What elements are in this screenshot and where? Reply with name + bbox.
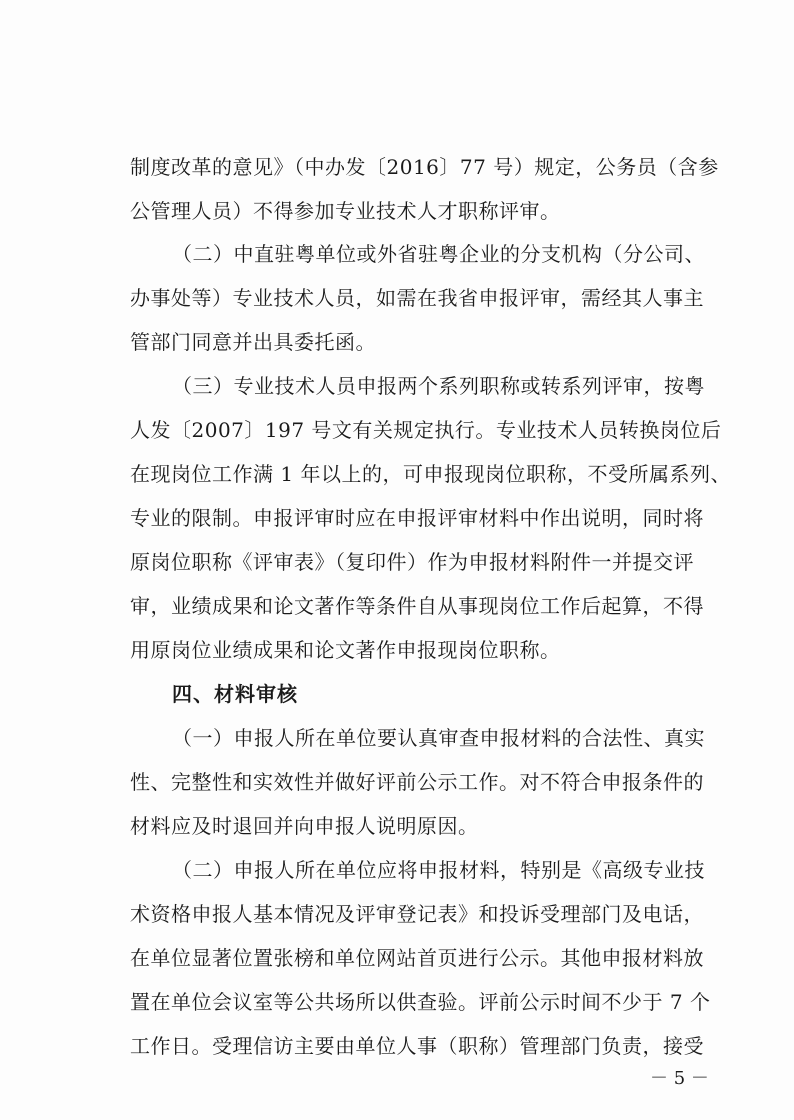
page-number: － 5 － bbox=[650, 1068, 709, 1089]
body-text-line: 在现岗位工作满 1 年以上的，可申报现岗位职称，不受所属系列、 bbox=[130, 462, 731, 486]
body-text-line: 制度改革的意见》（中办发〔2016〕77 号）规定，公务员（含参 bbox=[130, 155, 719, 179]
body-text-line: 公管理人员）不得参加专业技术人才职称评审。 bbox=[130, 199, 561, 223]
body-text-line: 原岗位职称《评审表》（复印件）作为申报材料附件一并提交评 bbox=[130, 550, 694, 574]
body-text-line: 术资格申报人基本情况及评审登记表》和投诉受理部门及电话， bbox=[130, 902, 704, 926]
paragraph-start-line: （二）申报人所在单位应将申报材料，特别是《高级专业技 bbox=[172, 858, 705, 882]
body-text-line: 在单位显著位置张榜和单位网站首页进行公示。其他申报材料放 bbox=[130, 946, 704, 970]
paragraph-start-line: （三）专业技术人员申报两个系列职称或转系列评审，按粤 bbox=[172, 374, 705, 398]
body-text-line: 置在单位会议室等公共场所以供查验。评前公示时间不少于 7 个 bbox=[130, 990, 711, 1014]
paragraph-start-line: （二）中直驻粤单位或外省驻粤企业的分支机构（分公司、 bbox=[172, 242, 705, 266]
body-text-line: 工作日。受理信访主要由单位人事（职称）管理部门负责，接受 bbox=[130, 1034, 704, 1058]
body-text-line: 人发〔2007〕197 号文有关规定执行。专业技术人员转换岗位后 bbox=[130, 418, 722, 442]
body-text-line: 专业的限制。申报评审时应在申报评审材料中作出说明，同时将 bbox=[130, 506, 704, 530]
body-text-line: 性、完整性和实效性并做好评前公示工作。对不符合申报条件的 bbox=[130, 770, 704, 794]
section-heading: 四、材料审核 bbox=[172, 682, 298, 706]
body-text-line: 办事处等）专业技术人员，如需在我省申报评审，需经其人事主 bbox=[130, 286, 704, 310]
body-text-line: 材料应及时退回并向申报人说明原因。 bbox=[130, 814, 479, 838]
paragraph-start-line: （一）申报人所在单位要认真审查申报材料的合法性、真实 bbox=[172, 726, 705, 750]
body-text-line: 管部门同意并出具委托函。 bbox=[130, 330, 376, 354]
body-text-line: 用原岗位业绩成果和论文著作申报现岗位职称。 bbox=[130, 638, 561, 662]
body-text-line: 审，业绩成果和论文著作等条件自从事现岗位工作后起算，不得 bbox=[130, 594, 704, 618]
